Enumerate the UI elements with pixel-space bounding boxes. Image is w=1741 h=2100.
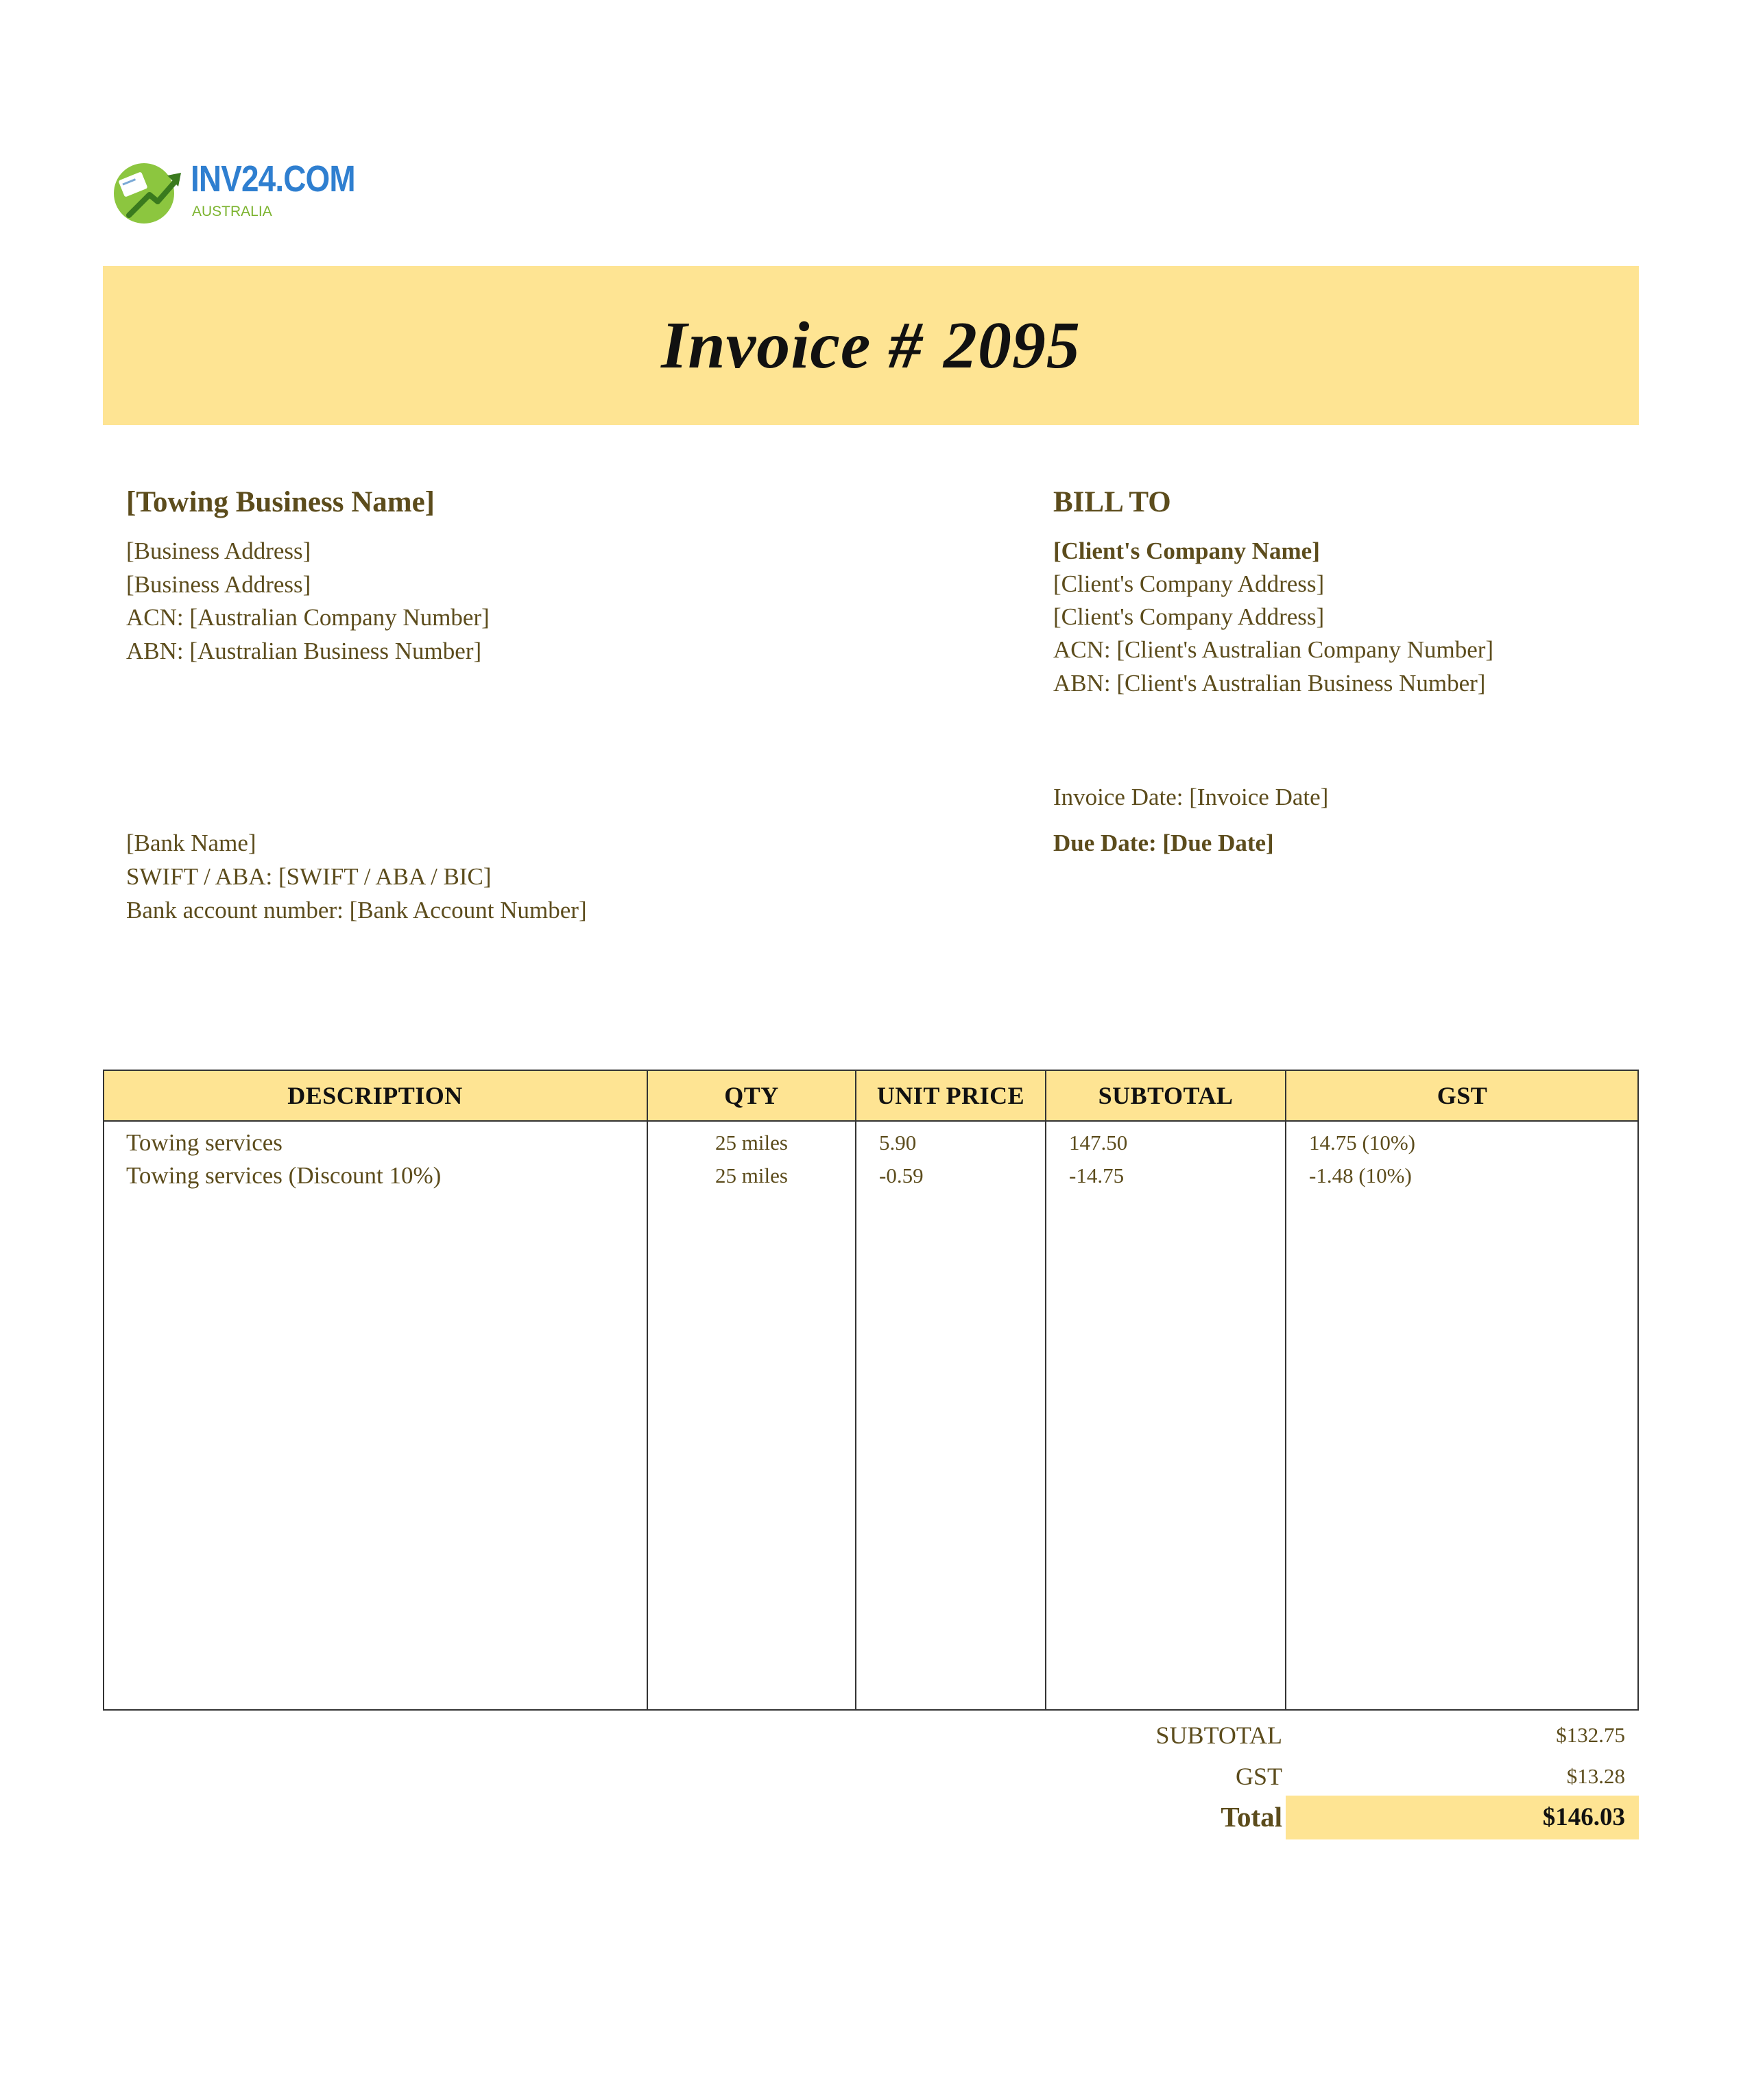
subtotal-label: SUBTOTAL bbox=[1155, 1722, 1282, 1749]
table-row-unit-price: 5.90 bbox=[879, 1131, 917, 1155]
logo-brand: INV24.COM bbox=[191, 158, 355, 200]
bank-swift: SWIFT / ABA: [SWIFT / ABA / BIC] bbox=[126, 863, 492, 890]
bill-to-heading: BILL TO bbox=[1053, 486, 1171, 518]
table-row-gst: 14.75 (10%) bbox=[1309, 1131, 1415, 1155]
gst-value: $13.28 bbox=[1566, 1764, 1625, 1788]
gst-label: GST bbox=[1235, 1763, 1282, 1790]
header-gst: GST bbox=[1437, 1082, 1488, 1109]
client-address-2: [Client's Company Address] bbox=[1053, 603, 1325, 630]
table-row-subtotal: -14.75 bbox=[1069, 1163, 1125, 1187]
invoice-label: Invoice # bbox=[661, 309, 923, 383]
seller-abn: ABN: [Australian Business Number] bbox=[126, 638, 482, 664]
table-row-description: Towing services (Discount 10%) bbox=[126, 1162, 442, 1189]
header-qty: QTY bbox=[724, 1082, 779, 1109]
header-description: DESCRIPTION bbox=[287, 1082, 463, 1109]
total-label: Total bbox=[1221, 1801, 1282, 1833]
due-date: Due Date: [Due Date] bbox=[1053, 830, 1274, 856]
table-row-description: Towing services bbox=[126, 1129, 283, 1156]
column-divider bbox=[1045, 1070, 1046, 1711]
logo-subtitle: AUSTRALIA bbox=[192, 204, 272, 219]
client-company-name: [Client's Company Name] bbox=[1053, 538, 1320, 564]
logo-icon bbox=[110, 155, 185, 230]
column-divider bbox=[1285, 1070, 1286, 1711]
seller-address-2: [Business Address] bbox=[126, 571, 311, 598]
table-row-gst: -1.48 (10%) bbox=[1309, 1163, 1412, 1187]
header-unit-price: UNIT PRICE bbox=[876, 1082, 1025, 1109]
total-value: $146.03 bbox=[1542, 1803, 1625, 1831]
bank-account: Bank account number: [Bank Account Number] bbox=[126, 897, 587, 924]
subtotal-value: $132.75 bbox=[1556, 1723, 1625, 1747]
client-acn: ACN: [Client's Australian Company Number] bbox=[1053, 636, 1494, 663]
client-abn: ABN: [Client's Australian Business Number] bbox=[1053, 670, 1486, 697]
bank-name: [Bank Name] bbox=[126, 830, 256, 856]
invoice-title bbox=[103, 266, 1639, 425]
seller-address-1: [Business Address] bbox=[126, 538, 311, 564]
invoice-number: 2095 bbox=[943, 309, 1081, 383]
table-row-qty: 25 miles bbox=[715, 1131, 788, 1155]
seller-acn: ACN: [Australian Company Number] bbox=[126, 604, 490, 631]
table-row-unit-price: -0.59 bbox=[879, 1163, 924, 1187]
client-address-1: [Client's Company Address] bbox=[1053, 570, 1325, 597]
table-row-subtotal: 147.50 bbox=[1069, 1131, 1128, 1155]
header-subtotal: SUBTOTAL bbox=[1098, 1082, 1234, 1109]
table-row-qty: 25 miles bbox=[715, 1163, 788, 1187]
seller-name: [Towing Business Name] bbox=[126, 486, 435, 518]
invoice-date: Invoice Date: [Invoice Date] bbox=[1053, 784, 1329, 810]
